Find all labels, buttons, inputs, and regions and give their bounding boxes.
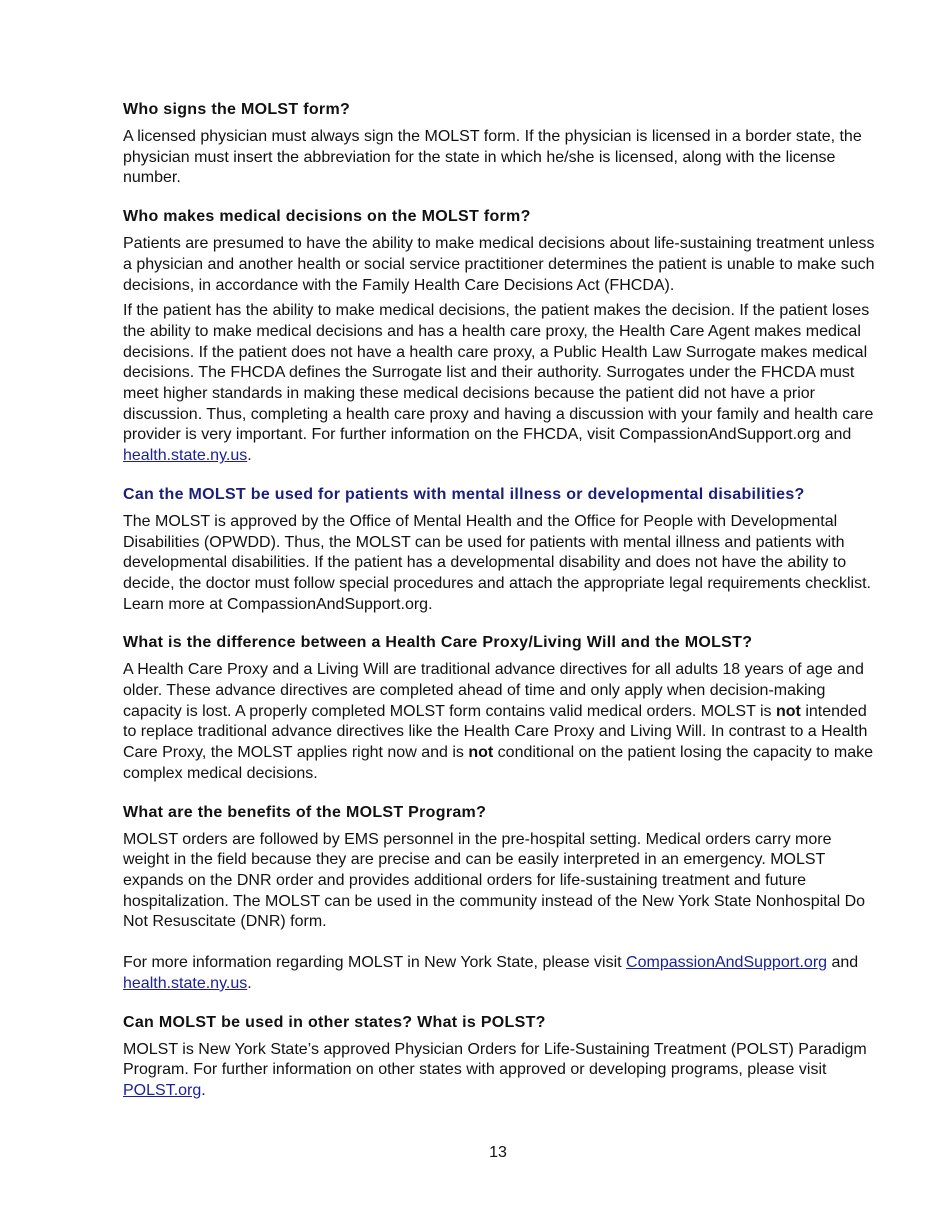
text-period-2: . [247,974,252,992]
text-period-3: . [201,1081,206,1099]
section-who-signs [123,100,875,189]
text-polst: MOLST is New York State’s approved Physician Orders for Life-Sustaining Treatment (POLST) Paradigm Program. For further information on other states with approved or developing programs, please visit [123,1040,867,1079]
section-medical-decisions [123,207,875,467]
paragraph-who-decides [123,301,875,467]
heading-mental-illness: Can the MOLST be used for patients with mental illness or developmental disabilities? [123,485,805,503]
link-health-state-ny-us[interactable]: health.state.ny.us [123,447,248,465]
paragraph-difference [123,660,875,784]
paragraph-polst [123,1040,875,1102]
bold-not-2: not [468,744,494,762]
paragraph-more-info [123,953,875,994]
paragraph-benefits: MOLST orders are followed by EMS personnel in the pre-hospital setting. Medical orders carry more weight in the field because they are precise and can be easily interpreted in an emergency. MOLST expands on the DNR order and provides additional orders for life-sustaining treatment and future hospitalization. The MOLST can be used in the community instead of the New York State Nonhospital Do Not Resuscitate (DNR) form. [123,830,866,931]
section-polst [123,1013,875,1102]
heading-difference: What is the difference between a Health Care Proxy/Living Will and the MOLST? [123,634,753,652]
text-difference-1: A Health Care Proxy and a Living Will are traditional advance directives for all adults 18 years of age and older. These advance directives are completed ahead of time and only apply when decision-making capacity is lost. A properly completed MOLST form contains valid medical orders. MOLST is [123,661,864,720]
paragraph-who-signs: A licensed physician must always sign the MOLST form. If the physician is licensed in a border state, the physician must insert the abbreviation for the state in which he/she is licensed, along with the license number. [123,128,862,187]
text-who-decides: If the patient has the ability to make medical decisions, the patient makes the decision. If the patient loses the ability to make medical decisions and has a health care proxy, the Health Care Agent makes medical decisions. If the patient does not have a health care proxy, a Public Health Law Surrogate makes medical decisions. The FHCDA defines the Surrogate list and their authority. Surrogates under the FHCDA must meet higher standards in making these medical decisions because the patient did not have a prior discussion. Thus, completing a health care proxy and having a discussion with your family and health care provider is very important. For further information on the FHCDA, visit CompassionAndSupport.org and [123,302,874,444]
link-polst-org[interactable]: POLST.org [123,1081,202,1099]
text-difference-3: conditional on the patient losing the capacity to make complex medical decisions. [123,744,874,782]
text-difference-2: intended to replace traditional advance directives like the Health Care Proxy and Living Will. In contrast to a Health Care Proxy, the MOLST applies right now and is [123,702,868,762]
link-health-state-ny-us-2[interactable]: health.state.ny.us [123,974,248,992]
section-mental-illness [123,485,875,616]
document-page [123,100,875,1120]
section-difference [123,633,875,784]
paragraph-presumed-ability: Patients are presumed to have the ability to make medical decisions about life-sustaining treatment unless a physician and another health or social service practitioner determines the patient is unable to make such decisions, in accordance with the Family Health Care Decisions Act (FHCDA). [123,235,875,294]
text-and: and [827,954,859,972]
link-compassion-and-support[interactable]: CompassionAndSupport.org [626,954,828,972]
bold-not-1: not [776,702,801,720]
paragraph-mental-illness: The MOLST is approved by the Office of Mental Health and the Office for People with Developmental Disabilities (OPWDD). Thus, the MOLST can be used for patients with mental illness and patients with developmental disabilities. If the patient has a developmental disability and does not have the ability to decide, the doctor must follow special procedures and attach the appropriate legal requirements checklist. Learn more at CompassionAndSupport.org. [123,512,871,613]
heading-benefits: What are the benefits of the MOLST Program? [123,803,487,821]
text-period: . [247,447,252,465]
heading-medical-decisions: Who makes medical decisions on the MOLST form? [123,208,531,226]
section-benefits [123,803,875,995]
page-number: 13 [489,1144,507,1161]
text-more-info: For more information regarding MOLST in New York State, please visit [123,954,627,972]
heading-who-signs: Who signs the MOLST form? [123,101,351,118]
heading-polst: Can MOLST be used in other states? What is POLST? [123,1013,546,1031]
